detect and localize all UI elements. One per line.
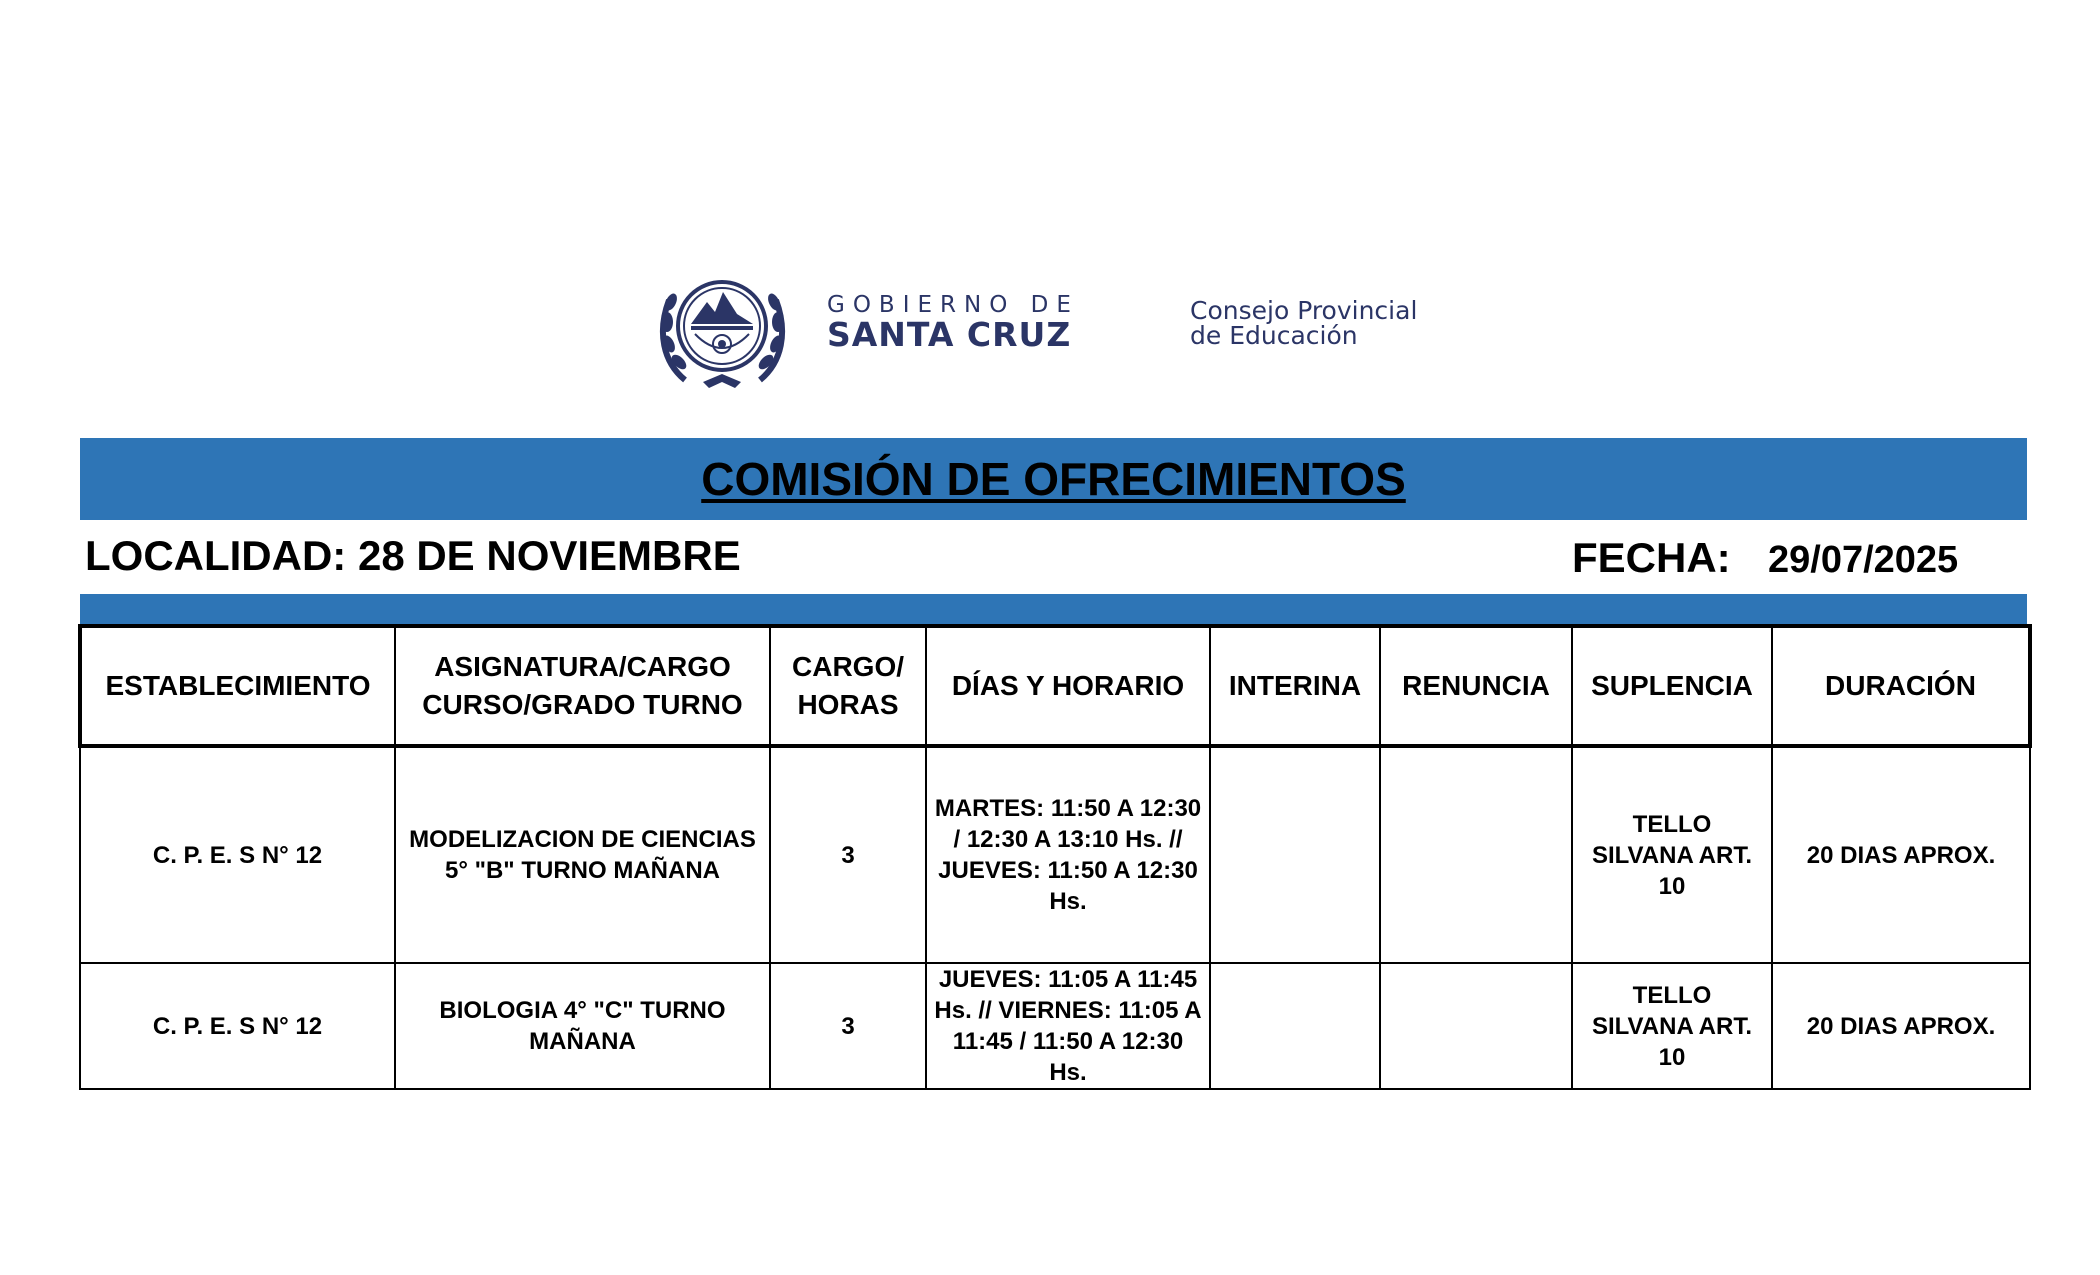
cell-interina	[1210, 963, 1380, 1089]
cell-interina	[1210, 746, 1380, 963]
header-dias-horario: DÍAS Y HORARIO	[926, 626, 1210, 746]
cell-renuncia	[1380, 963, 1572, 1089]
council-wordmark	[1190, 298, 1417, 348]
table-header-row	[80, 626, 2030, 746]
table-row	[80, 746, 2030, 963]
cell-duracion: 20 DIAS APROX.	[1772, 746, 2030, 963]
cell-establecimiento: C. P. E. S N° 12	[80, 746, 395, 963]
fecha-label: FECHA:	[1572, 534, 1731, 581]
cell-suplencia: TELLO SILVANA ART. 10	[1572, 963, 1772, 1089]
government-wordmark	[827, 292, 1079, 352]
offers-table	[78, 624, 2032, 1090]
cell-horario: JUEVES: 11:05 A 11:45 Hs. // VIERNES: 11:05 A 11:45 / 11:50 A 12:30 Hs.	[926, 963, 1210, 1089]
header-establecimiento: ESTABLECIMIENTO	[80, 626, 395, 746]
council-line2: de Educación	[1190, 321, 1358, 350]
cell-horario: MARTES: 11:50 A 12:30 / 12:30 A 13:10 Hs. // JUEVES: 11:50 A 12:30 Hs.	[926, 746, 1210, 963]
header-renuncia: RENUNCIA	[1380, 626, 1572, 746]
localidad-heading: LOCALIDAD: 28 DE NOVIEMBRE	[85, 532, 741, 579]
government-line2: SANTA CRUZ	[827, 315, 1072, 354]
header-suplencia: SUPLENCIA	[1572, 626, 1772, 746]
cell-horas: 3	[770, 746, 926, 963]
header-duracion: DURACIÓN	[1772, 626, 2030, 746]
page-title: COMISIÓN DE OFRECIMIENTOS	[701, 453, 1406, 505]
santa-cruz-seal-icon	[655, 262, 790, 392]
cell-asignatura: BIOLOGIA 4° "C" TURNO MAÑANA	[395, 963, 770, 1089]
header-cargo-horas: CARGO/ HORAS	[770, 626, 926, 746]
header-asignatura: ASIGNATURA/CARGO CURSO/GRADO TURNO	[395, 626, 770, 746]
fecha-value: 29/07/2025	[1768, 539, 1959, 581]
title-bar	[80, 438, 2027, 520]
cell-duracion: 20 DIAS APROX.	[1772, 963, 2030, 1089]
council-line1: Consejo Provincial	[1190, 296, 1418, 325]
cell-asignatura: MODELIZACION DE CIENCIAS 5° "B" TURNO MAÑANA	[395, 746, 770, 963]
government-line1: GOBIERNO DE	[827, 292, 1079, 318]
divider-bar	[80, 594, 2027, 624]
cell-establecimiento: C. P. E. S N° 12	[80, 963, 395, 1089]
header-logo	[655, 262, 1495, 392]
cell-renuncia	[1380, 746, 1572, 963]
table-row	[80, 963, 2030, 1089]
cell-suplencia: TELLO SILVANA ART. 10	[1572, 746, 1772, 963]
cell-horas: 3	[770, 963, 926, 1089]
header-interina: INTERINA	[1210, 626, 1380, 746]
